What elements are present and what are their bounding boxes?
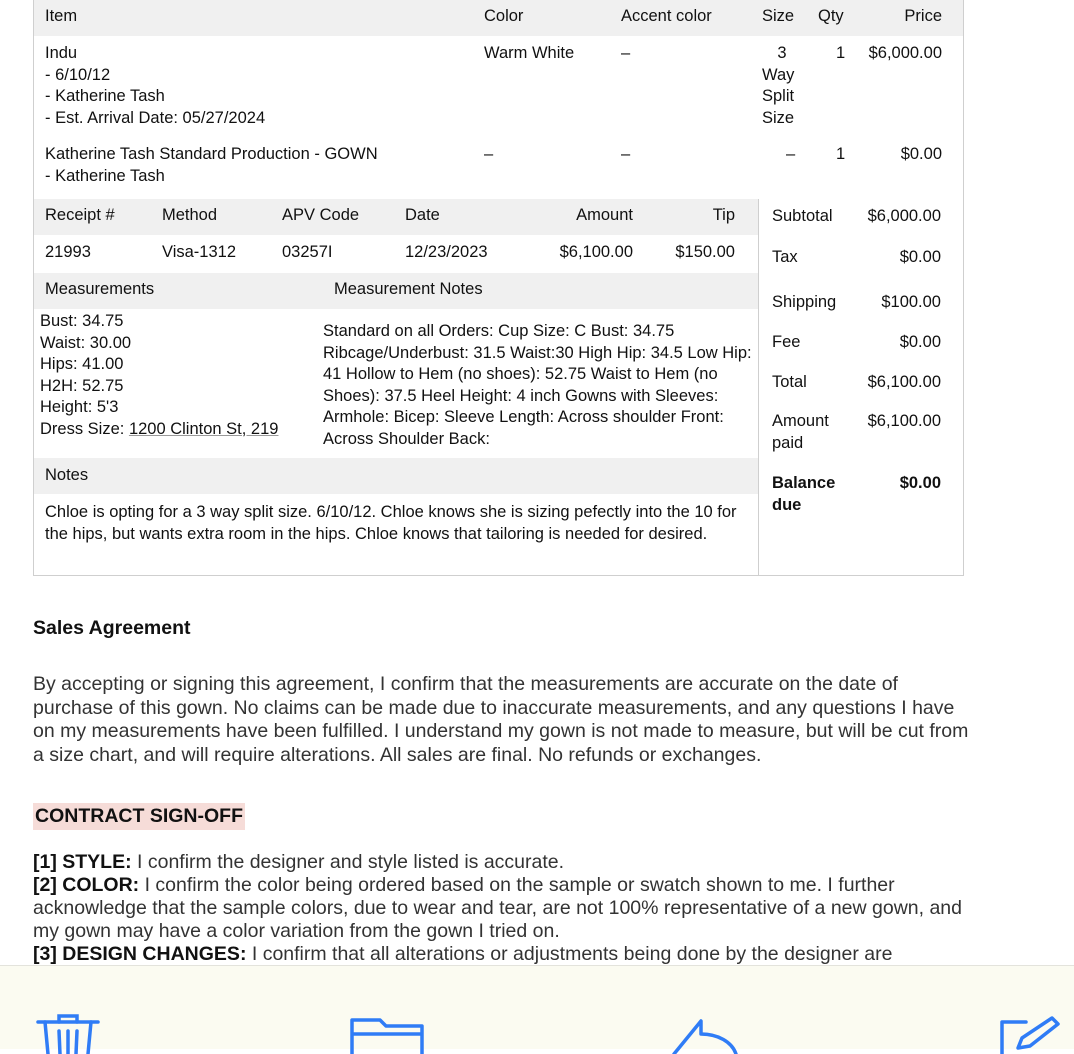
clause-style [33,851,973,874]
order-row-2-accent: – [621,145,631,163]
reply-icon [668,1014,738,1054]
dress-size-label: Dress Size: [40,419,129,438]
clause-color [33,874,973,943]
col-price-header: Price [904,7,942,25]
folder-icon [348,1014,428,1054]
item-line: Katherine Tash Standard Production - GOWN [45,145,378,163]
tax-label: Tax [772,248,798,266]
notes-header-row [34,458,758,494]
size-line: Split [762,87,795,105]
item-line: - Est. Arrival Date: 05/27/2024 [45,108,266,127]
order-row-1-color: Warm White [484,44,575,62]
receipt-number: 21993 [45,243,91,261]
col-item-header: Item [45,7,78,25]
clause-text: I confirm the color being ordered based on the sample or swatch shown to me. I further acknowledge that the sample colors, due to wear and tear, are not 100% representative of a new gown, and my gown may have a color variation from the gown I tried on. [33,874,963,942]
dress-size-line [40,419,278,441]
order-row-2-qty: 1 [836,145,846,163]
contract-signoff-title: CONTRACT SIGN-OFF [33,803,245,830]
sales-agreement-text: By accepting or signing this agreement, I confirm that the measurements are accurate on the date of purchase of this gown. No claims can be made due to inaccurate measurements, and any questions I have on my measurements have been fulfilled. I understand my gown is not made to measure, but will be cut from a size chart, and will require alterations. All sales are final. No refunds or exchanges. [33,673,969,766]
shipping-value: $100.00 [881,293,941,311]
method-header: Method [162,206,218,224]
clause-key: [2] COLOR: [33,874,140,896]
balance-due-value: $0.00 [899,474,941,492]
measurements-header: Measurements [45,280,155,298]
order-table [33,0,964,576]
compose-button[interactable] [996,1014,1066,1054]
amount-paid-label: Amount paid [772,412,829,452]
delete-button[interactable] [35,1014,105,1054]
bottom-toolbar [0,965,1074,1049]
item-line: - 6/10/12 [45,65,111,84]
apv-code: 03257I [282,243,333,261]
order-row-2-price: $0.00 [900,145,942,163]
measurement-line: Hips: 41.00 [40,355,124,373]
amount-header: Amount [576,206,633,224]
measurements-list [40,311,278,440]
compose-icon [996,1014,1066,1054]
col-color-header: Color [484,7,524,25]
trash-icon [35,1014,105,1054]
measurement-line: Bust: 34.75 [40,312,124,330]
col-size-header: Size [762,7,795,25]
item-line: - Katherine Tash [45,87,165,105]
address-link[interactable]: 1200 Clinton St, 219 [128,419,279,438]
fee-label: Fee [772,333,801,351]
balance-due-label: Balance due [772,474,836,514]
order-row-1-size [762,43,802,129]
payment-method: Visa-1312 [162,243,237,261]
clause-design-changes [33,943,973,965]
size-line: Way [762,65,795,84]
col-qty-header: Qty [818,7,844,25]
amount-paid-value: $6,100.00 [867,412,941,430]
payment-amount: $6,100.00 [559,243,633,261]
shipping-label: Shipping [772,293,837,311]
measurement-notes-text: Standard on all Orders: Cup Size: C Bust: 34.75 Ribcage/Underbust: 31.5 Waist:30 High Hip: 34.5 Low Hip: 41 Hollow to Hem (no shoes): 52.75 Waist to Hem (no Shoes): 37.5 Heel Height: 4 inch Gowns with Sleeves: Armhole: Bicep: Sleeve Length: Across shoulder Front: Across Shoulder Back: [323,322,752,448]
measurement-line: Waist: 30.00 [40,333,132,352]
fee-value: $0.00 [899,333,941,351]
size-line: Size [762,108,795,127]
col-accent-header: Accent color [621,7,712,25]
notes-text: Chloe is opting for a 3 way split size. 6/10/12. Chloe knows she is sizing pefectly into the 10 for the hips, but wants extra room in the hips. Chloe knows that tailoring is needed for desired. [45,503,737,543]
notes-header: Notes [45,466,89,484]
total-label: Total [772,373,807,391]
signoff-clauses [33,851,973,965]
payment-tip: $150.00 [675,243,735,261]
clause-text: I confirm the designer and style listed is accurate. [131,851,565,873]
clause-key: [1] STYLE: [33,851,132,873]
move-to-folder-button[interactable] [348,1014,428,1054]
item-line: Indu [45,44,78,62]
order-row-2-size: – [786,145,796,163]
clause-key: [3] DESIGN CHANGES: [33,943,247,965]
tax-value: $0.00 [899,248,941,266]
receipt-header: Receipt # [45,206,115,224]
order-row-1-qty: 1 [836,44,846,62]
measurement-notes-header: Measurement Notes [334,280,483,298]
order-row-2-item [45,144,378,187]
order-row-2-color: – [484,145,494,163]
subtotal-label: Subtotal [772,207,833,225]
clause-text: I confirm that all alterations or adjustments being done by the designer are [246,943,893,965]
total-value: $6,100.00 [867,373,941,391]
tip-header: Tip [712,206,735,224]
item-line: - Katherine Tash [45,166,165,185]
order-row-1-item [45,43,265,129]
measurement-line: Height: 5'3 [40,398,119,416]
payment-header-row [34,199,758,235]
apv-header: APV Code [282,206,360,224]
size-line: 3 [777,44,787,62]
order-row-1-accent: – [621,44,631,62]
payment-date: 12/23/2023 [405,243,488,261]
subtotal-value: $6,000.00 [867,207,941,225]
totals-divider [758,199,759,576]
sales-agreement-title: Sales Agreement [33,617,191,639]
date-header: Date [405,206,440,224]
order-row-1-price: $6,000.00 [868,44,942,62]
measurement-line: H2H: 52.75 [40,376,124,395]
reply-button[interactable] [668,1014,738,1054]
